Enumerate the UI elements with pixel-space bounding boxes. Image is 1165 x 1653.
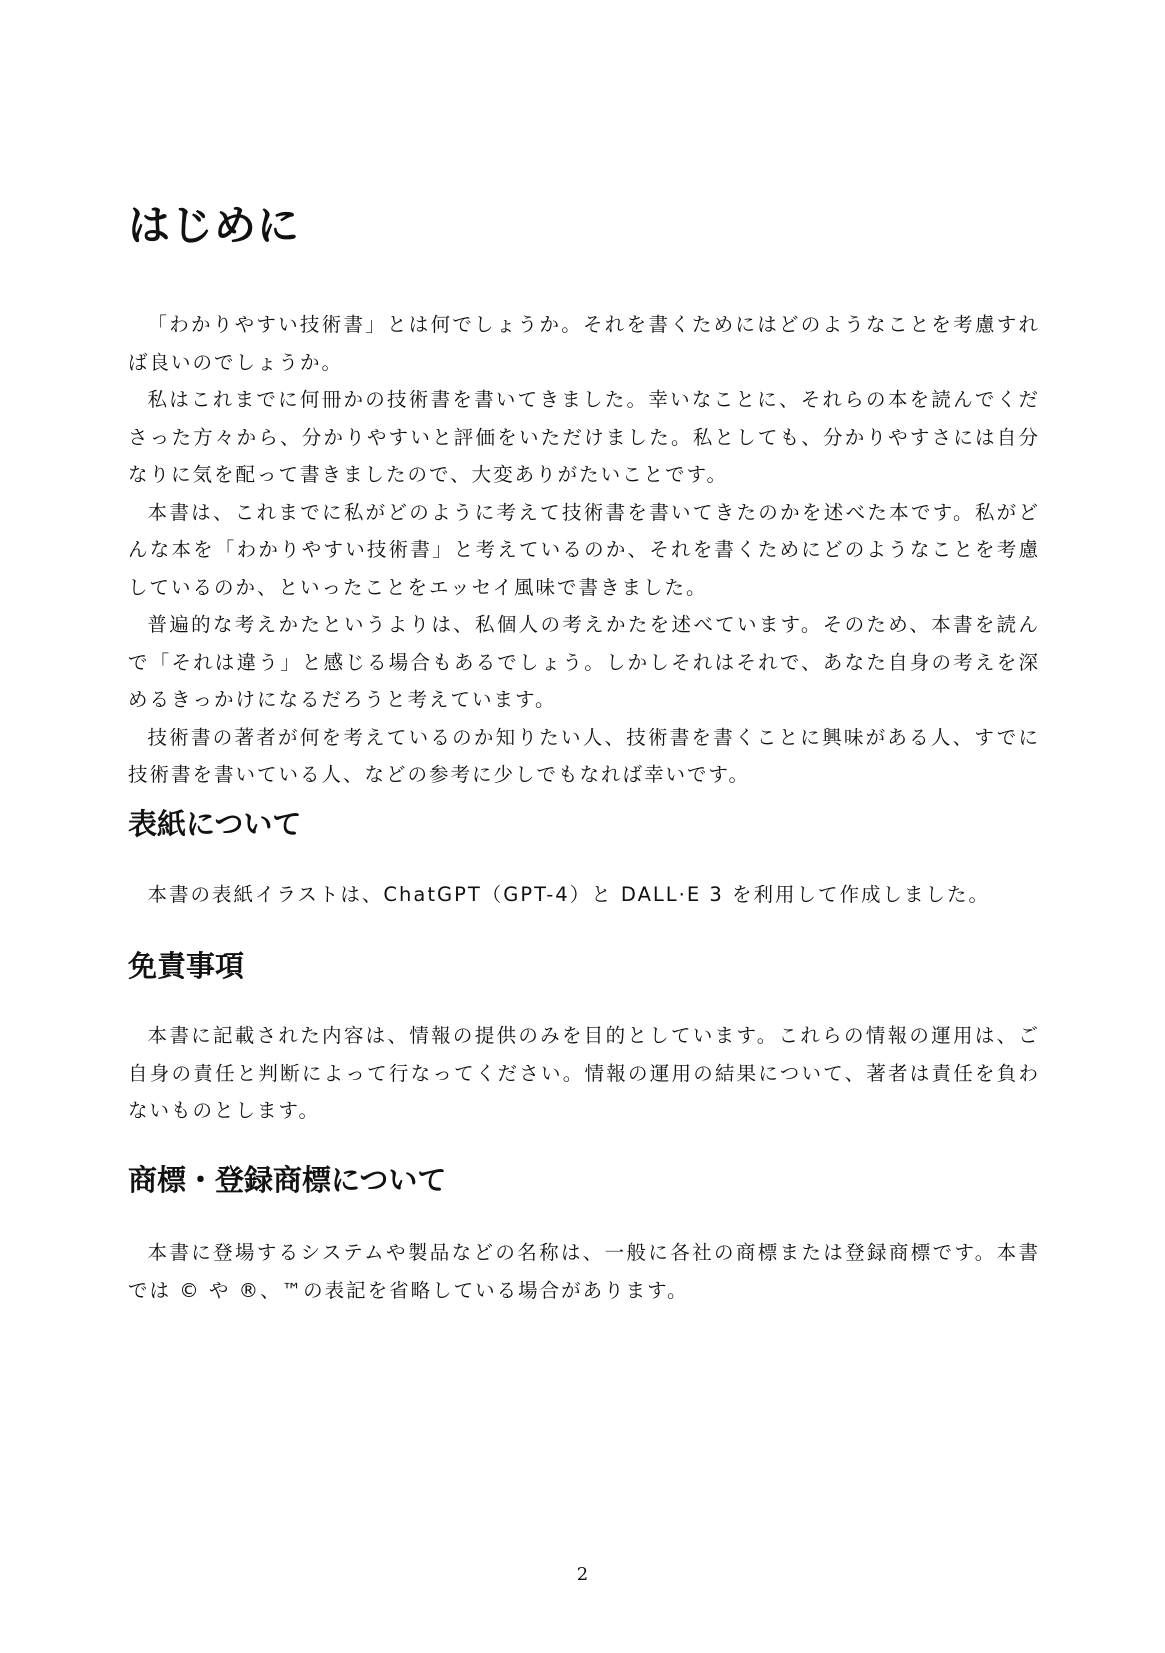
intro-section	[128, 306, 1040, 794]
trademarks-paragraph: 本書に登場するシステムや製品などの名称は、一般に各社の商標または登録商標です。本書では © や ®、™の表記を省略している場合があります。	[128, 1241, 1040, 1302]
cover-paragraph: 本書の表紙イラストは、ChatGPT（GPT-4）と DALL·E 3 を利用して作成しました。	[147, 883, 990, 906]
disclaimer-paragraph: 本書に記載された内容は、情報の提供のみを目的としています。これらの情報の運用は、ご自身の責任と判断によって行なってください。情報の運用の結果について、著者は責任を負わないものとします。	[128, 1024, 1040, 1122]
intro-paragraph-3: 本書は、これまでに私がどのように考えて技術書を書いてきたのかを述べた本です。私がどんな本を「わかりやすい技術書」と考えているのか、それを書くためにどのようなことを考慮しているのか、といったことをエッセイ風味で書きました。	[128, 500, 1040, 599]
intro-paragraph-1: 「わかりやすい技術書」とは何でしょうか。それを書くためにはどのようなことを考慮すれば良いのでしょうか。	[128, 313, 1040, 374]
intro-paragraph-5: 技術書の著者が何を考えているのか知りたい人、技術書を書くことに興味がある人、すでに技術書を書いている人、などの参考に少しでもなれば幸いです。	[128, 725, 1040, 786]
page-title: はじめに	[128, 201, 301, 250]
section-heading-trademarks: 商標・登録商標について	[128, 1163, 447, 1197]
section-cover	[128, 876, 1040, 914]
section-heading-cover: 表紙について	[128, 807, 302, 841]
section-heading-disclaimer: 免責事項	[128, 949, 245, 983]
section-disclaimer	[128, 1017, 1040, 1130]
page-number: 2	[576, 1564, 589, 1585]
intro-paragraph-4: 普遍的な考えかたというよりは、私個人の考えかたを述べています。そのため、本書を読んで「それは違う」と感じる場合もあるでしょう。しかしそれはそれで、あなた自身の考えを深めるきっかけになるだろうと考えています。	[128, 613, 1040, 711]
intro-paragraph-2: 私はこれまでに何冊かの技術書を書いてきました。幸いなことに、それらの本を読んでくださった方々から、分かりやすいと評価をいただけました。私としても、分かりやすさには自分なりに気を配って書きましたので、大変ありがたいことです。	[128, 388, 1040, 486]
section-trademarks	[128, 1234, 1040, 1309]
